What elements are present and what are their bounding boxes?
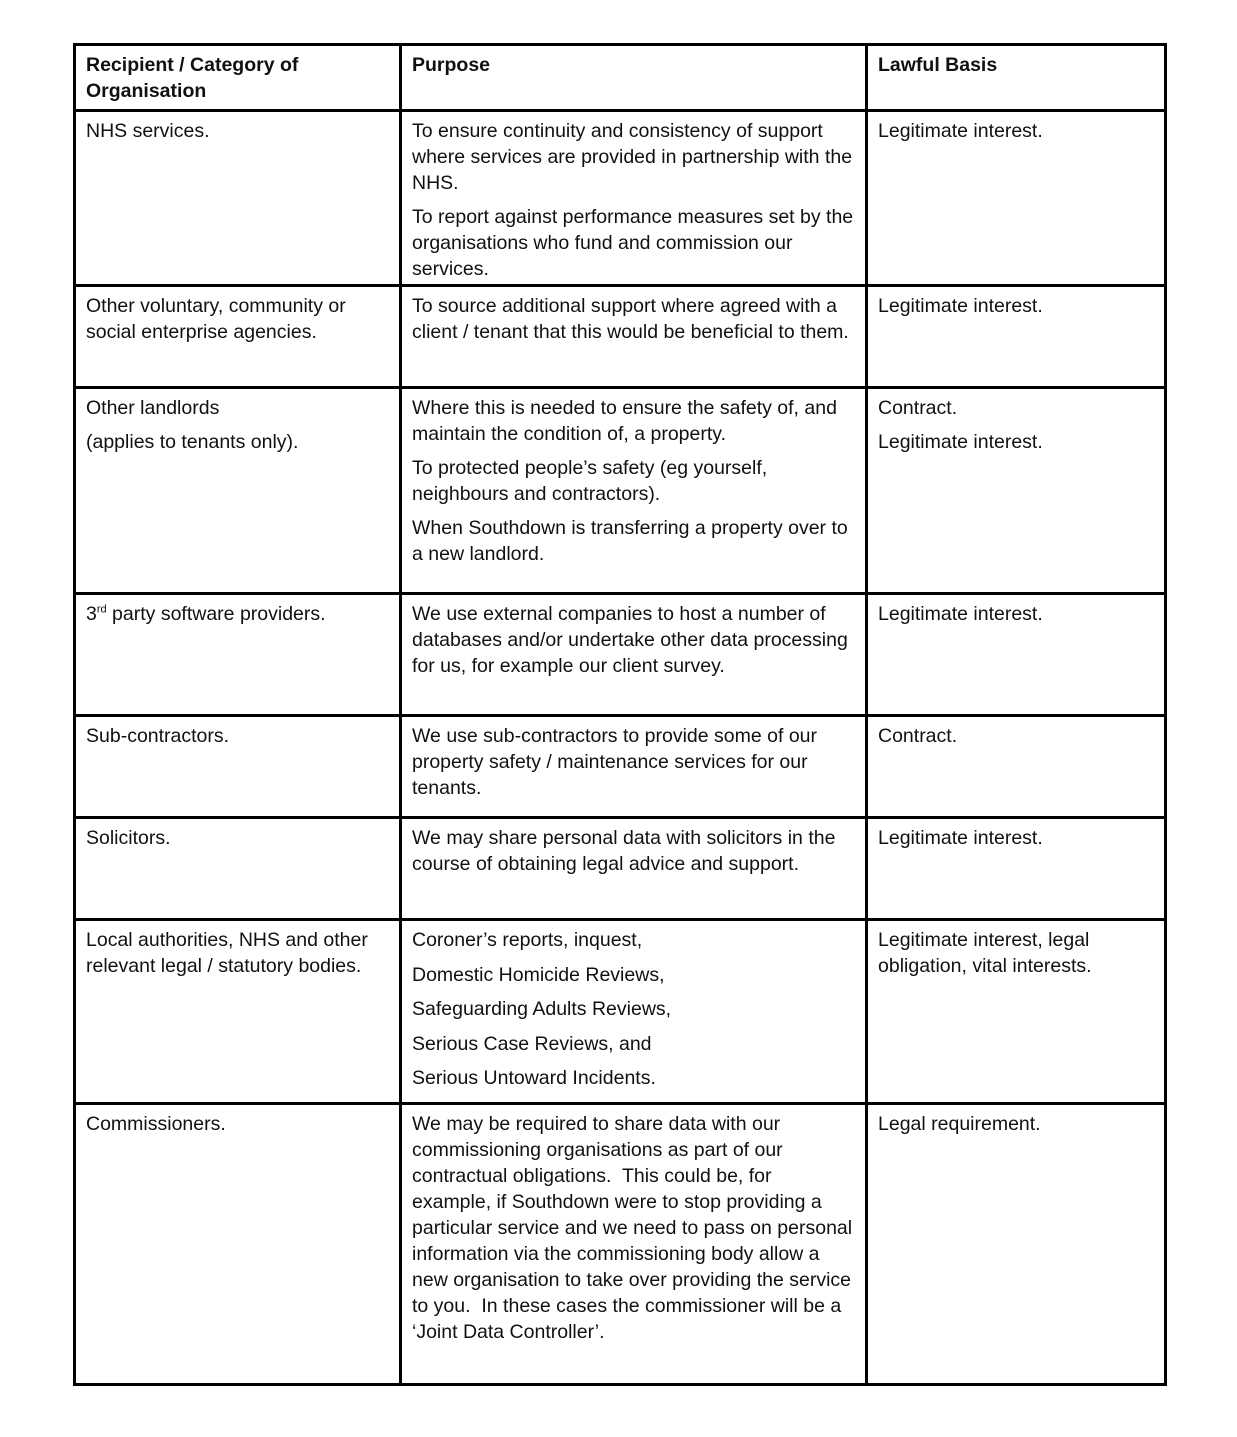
lawful-basis-text: Legitimate interest, legal obligation, vital interests. [878,929,1092,977]
table-row [75,716,1166,818]
table-row [75,286,1166,388]
purpose-text: To report against performance measures set by the organisations who fund and commission our services. [412,206,854,280]
purpose-cell [401,1103,867,1384]
table-row [75,594,1166,716]
table-row [75,920,1166,1104]
table-row [75,111,1166,286]
lawful-basis-text: Legitimate interest. [878,295,1043,317]
ordinal-number: 3 [86,603,97,625]
lawful-basis-cell [867,594,1166,716]
lawful-basis-cell [867,388,1166,594]
lawful-basis-cell [867,1103,1166,1384]
purpose-cell [401,594,867,716]
purpose-cell [401,286,867,388]
lawful-basis-text: Contract. [878,725,958,747]
purpose-text: Serious Untoward Incidents. [412,1067,656,1089]
lawful-basis-text: Legal requirement. [878,1112,1041,1135]
recipient-cell [75,388,401,594]
recipient-text: NHS services. [86,120,210,142]
lawful-basis-text: Contract. [878,397,958,419]
table-row [75,388,1166,594]
lawful-basis-cell [867,920,1166,1104]
lawful-basis-cell [867,818,1166,920]
purpose-cell [401,111,867,286]
purpose-text: Where this is needed to ensure the safety of, and maintain the condition of, a property. [412,397,837,445]
purpose-text: To source additional support where agreed with a client / tenant that this would be beneficial to them. [412,295,849,343]
purpose-text: Serious Case Reviews, and [412,1032,652,1055]
recipient-text: Sub-contractors. [86,725,230,747]
recipient-cell [75,594,401,716]
purpose-text: Domestic Homicide Reviews, [412,963,665,986]
ordinal-rest: party software providers. [106,603,326,625]
recipient-text: Other voluntary, community or social enterprise agencies. [86,295,346,343]
purpose-cell [401,716,867,818]
purpose-text: We may be required to share data with our commissioning organisations as part of our contractual obligations. This could be, for example, if Southdown were to stop providing a particular service and we need to pass on personal information via the commissioning body allow a new organisation to take over providing the service to you. In these cases the commissioner will be a ‘Joint Data Controller’. [412,1112,858,1343]
header-recipient: Recipient / Category of Organisation [75,45,401,111]
lawful-basis-text: Legitimate interest. [878,827,1043,849]
lawful-basis-cell [867,286,1166,388]
recipient-cell [75,111,401,286]
lawful-basis-cell [867,111,1166,286]
recipient-cell [75,286,401,388]
header-purpose: Purpose [401,45,867,111]
purpose-text: To protected people’s safety (eg yourself, neighbours and contractors). [412,457,768,505]
recipient-cell [75,1103,401,1384]
lawful-basis-cell [867,716,1166,818]
purpose-cell [401,920,867,1104]
recipient-text [86,601,390,627]
purpose-text: We use sub-contractors to provide some of our property safety / maintenance services for our tenants. [412,725,817,799]
header-lawful-basis: Lawful Basis [867,45,1166,111]
lawful-basis-text: Legitimate interest. [878,120,1043,142]
table-row [75,818,1166,920]
table-header-row [75,45,1166,111]
purpose-text: Safeguarding Adults Reviews, [412,998,672,1020]
recipient-cell [75,716,401,818]
ordinal-suffix: rd [96,603,107,616]
purpose-text: We use external companies to host a number of databases and/or undertake other data processing for us, for example our client survey. [412,603,848,677]
data-sharing-table [73,43,1167,1386]
purpose-text: We may share personal data with solicitors in the course of obtaining legal advice and support. [412,827,836,875]
purpose-cell [401,818,867,920]
lawful-basis-text: Legitimate interest. [878,603,1043,625]
lawful-basis-text: Legitimate interest. [878,431,1043,453]
table-row [75,1103,1166,1384]
recipient-cell [75,920,401,1104]
recipient-cell [75,818,401,920]
recipient-text: Other landlords [86,397,220,419]
purpose-text: To ensure continuity and consistency of support where services are provided in partnership with the NHS. [412,120,853,194]
recipient-text: Commissioners. [86,1112,226,1135]
purpose-text: When Southdown is transferring a property over to a new landlord. [412,517,848,565]
purpose-cell [401,388,867,594]
recipient-text: (applies to tenants only). [86,431,299,453]
recipient-text: Solicitors. [86,827,171,849]
purpose-text: Coroner’s reports, inquest, [412,929,643,951]
recipient-text: Local authorities, NHS and other relevant legal / statutory bodies. [86,929,368,977]
